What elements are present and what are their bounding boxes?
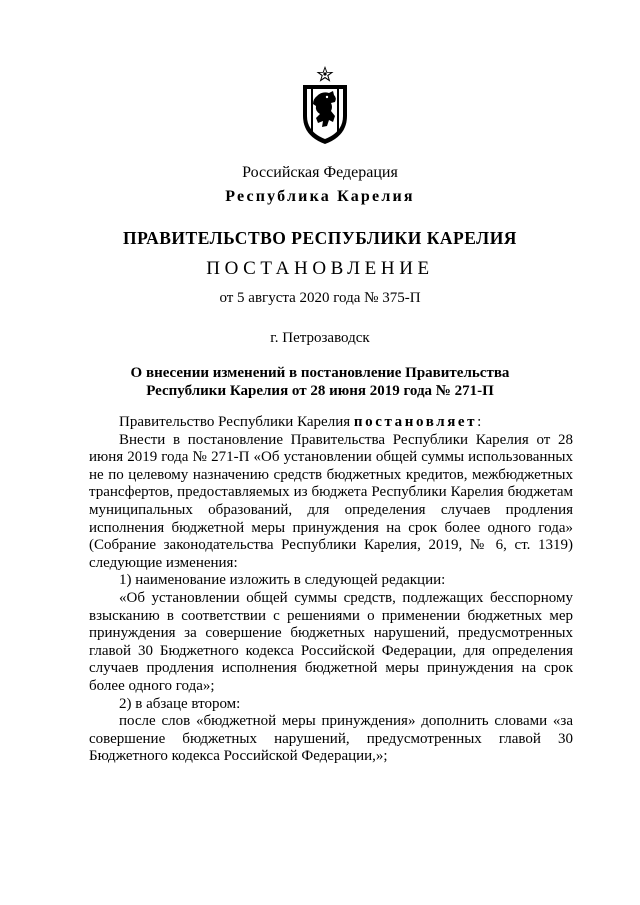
government-title: ПРАВИТЕЛЬСТВО РЕСПУБЛИКИ КАРЕЛИЯ: [123, 228, 517, 248]
preamble-end: :: [477, 414, 482, 430]
city: г. Петрозаводск: [270, 330, 370, 346]
quoted-paragraph: «Об установлении общей суммы средств, подлежащих бесспорному взысканию в соответствии с решениями о применении бюджетных мер принуждения за совершение бюджетных нарушений, предусмотренных главой 30 Бюджетного кодекса Российской Федерации, для определения случаев продления исполнения бюджетной меры принуждения на срок более одного года»;: [89, 589, 573, 694]
karelia-coat-of-arms-icon: [300, 64, 350, 146]
decree-date-number: от 5 августа 2020 года № 375-П: [219, 290, 421, 306]
document-type: ПОСТАНОВЛЕНИЕ: [206, 258, 434, 279]
list-item: 2) в абзаце втором:: [119, 695, 241, 712]
body-paragraph: после слов «бюджетной меры принуждения» дополнить словами «за совершение бюджетных нарушений, предусмотренных главой 30 Бюджетного кодекса Российской Федерации,»;: [89, 713, 573, 765]
country-name: Российская Федерация: [242, 164, 398, 181]
decree-title-line: О внесении изменений в постановление Правительства: [130, 365, 510, 381]
republic-name: Республика Карелия: [225, 188, 415, 205]
body-paragraph: Внести в постановление Правительства Республики Карелия от 28 июня 2019 года № 271-П «Об установлении общей суммы использованных не по целевому назначению средств бюджетных кредитов, межбюджетных трансфертов, предоставляемых из бюджета Республики Карелия бюджетам муниципальных образований, для определения случаев продления исполнения бюджетной меры принуждения на срок более одного года» (Собрание законодательства Республики Карелия, 2019, № 6, ст. 1319) следующие изменения:: [89, 431, 573, 571]
decree-title-line: Республики Карелия от 28 июня 2019 года № 271-П: [146, 383, 494, 399]
resolves-word: постановляет: [353, 414, 478, 430]
preamble-text: Правительство Республики Карелия: [119, 414, 351, 430]
preamble-paragraph: [89, 414, 573, 432]
document-body: [89, 414, 573, 766]
list-item: 1) наименование изложить в следующей редакции:: [119, 572, 446, 589]
decree-title: [0, 364, 640, 400]
